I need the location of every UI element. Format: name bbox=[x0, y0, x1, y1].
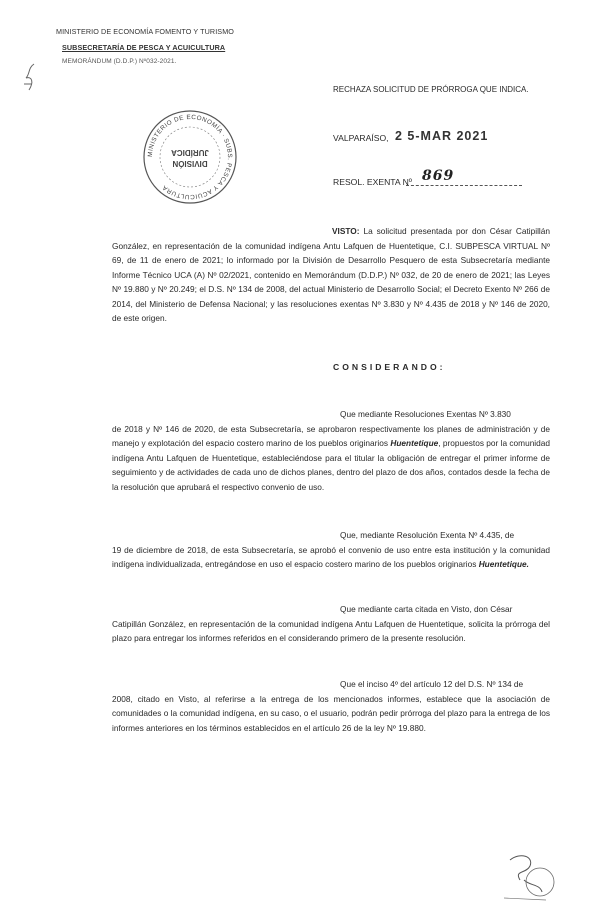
resolution-label: RESOL. EXENTA Nº bbox=[333, 177, 412, 187]
document-subject: RECHAZA SOLICITUD DE PRÓRROGA QUE INDICA. bbox=[333, 85, 529, 94]
paragraph-3-text: Catipillán González, en representación de la comunidad indígena Antu Lafquen de Huentetique, solicita la prórroga del plazo para entregar los informes referidos en el considerando primero de la presente resolución. bbox=[112, 618, 550, 643]
considerando-heading: CONSIDERANDO: bbox=[333, 362, 446, 372]
considerando-paragraph-4 bbox=[112, 677, 550, 735]
considerando-paragraph-2 bbox=[112, 528, 550, 572]
division-juridica-stamp bbox=[140, 107, 240, 207]
visto-label: VISTO: bbox=[332, 226, 360, 236]
date-stamp: 2 5-MAR 2021 bbox=[395, 129, 489, 143]
stamp-center-line2: JURÍDICA bbox=[171, 148, 209, 157]
paragraph-2-text: 19 de diciembre de 2018, de esta Subsecretaría, se aprobó el convenio de uso entre esta institución y la comunidad indígena individualizada, entregándose en uso el espacio costero marino de los pueblos originarios bbox=[112, 544, 550, 569]
initials-stamp-icon bbox=[490, 850, 560, 910]
considerando-paragraph-3 bbox=[112, 602, 550, 646]
paragraph-3-lead: Que mediante carta citada en Visto, don César bbox=[340, 604, 513, 614]
paragraph-4-lead: Que el inciso 4º del artículo 12 del D.S. Nº 134 de bbox=[340, 679, 524, 689]
undersecretariat-heading: SUBSECRETARÍA DE PESCA Y ACUICULTURA bbox=[62, 43, 226, 52]
paragraph-1-text-end: , propuestos por la comunidad indígena Antu Lafquen de Huentetique, estableciéndose para el titular la obligación de entregar el primer informe de seguimiento y de actividades de cada uno de dichos planes, dentro del plazo de dos años, contados desde la fecha de la resolución que aprubará el respectivo convenio de uso. bbox=[112, 438, 550, 492]
visto-paragraph bbox=[112, 224, 550, 326]
resolution-number: 869 bbox=[422, 168, 455, 184]
paragraph-2-emphasis: Huentetique. bbox=[478, 559, 529, 569]
visto-text: La solicitud presentada por don César Catipillán González, en representación de la comunidad indígena Antu Lafquen de Huentetique, C.I. SUBPESCA VIRTUAL Nº 69, de 11 de enero de 2021; lo informado por la División de Desarrollo Pesquero de esta Subsecretaría mediante Informe Técnico UCA (A) Nº 02/2021, contenido en Memorándum (D.D.P.) Nº 032, de 20 de enero de 2021; las Leyes Nº 19.880 y Nº 20.249; el D.S. Nº 134 de 2008, del actual Ministerio de Desarrollo Social; el Decreto Exento Nº 266 de 2014, del Ministerio de Defensa Nacional; y las resoluciones exentas Nº 3.830 y Nº 4.435 de 2018 y Nº 146 de 2020, de este origen. bbox=[112, 226, 550, 323]
ministry-heading: MINISTERIO DE ECONOMÍA FOMENTO Y TURISMO bbox=[56, 27, 234, 36]
paragraph-1-emphasis: Huentetique bbox=[390, 438, 439, 448]
considerando-paragraph-1 bbox=[112, 407, 550, 494]
paragraph-1-text: de 2018 y Nº 146 de 2020, de esta Subsecretaría, se aprobaron respectivamente los planes de administración y de manejo y explotación del espacio costero marino de los pueblos originarios bbox=[112, 423, 550, 448]
place-label: VALPARAÍSO, bbox=[333, 133, 389, 143]
stamp-ring-text: MINISTERIO DE ECONOMÍA · SUBS. PESCA Y ACUICULTURA bbox=[146, 113, 234, 201]
margin-mark-icon bbox=[20, 60, 44, 100]
memo-reference: MEMORÁNDUM (D.D.P.) Nº032-2021. bbox=[62, 58, 177, 65]
paragraph-4-text: 2008, citado en Visto, al referirse a la entrega de los mencionados informes, establece que la asociación de comunidades o la comunidad indígena, en su caso, o el usuario, podrán pedir prórroga del plazo para la entrega de los informes anteriores en los términos establecidos en el artículo 26 de la ley Nº 19.880. bbox=[112, 693, 550, 733]
paragraph-2-lead: Que, mediante Resolución Exenta Nº 4.435, de bbox=[340, 530, 515, 540]
stamp-center-line1: DIVISIÓN bbox=[172, 159, 208, 168]
paragraph-1-lead: Que mediante Resoluciones Exentas Nº 3.830 bbox=[340, 409, 511, 419]
